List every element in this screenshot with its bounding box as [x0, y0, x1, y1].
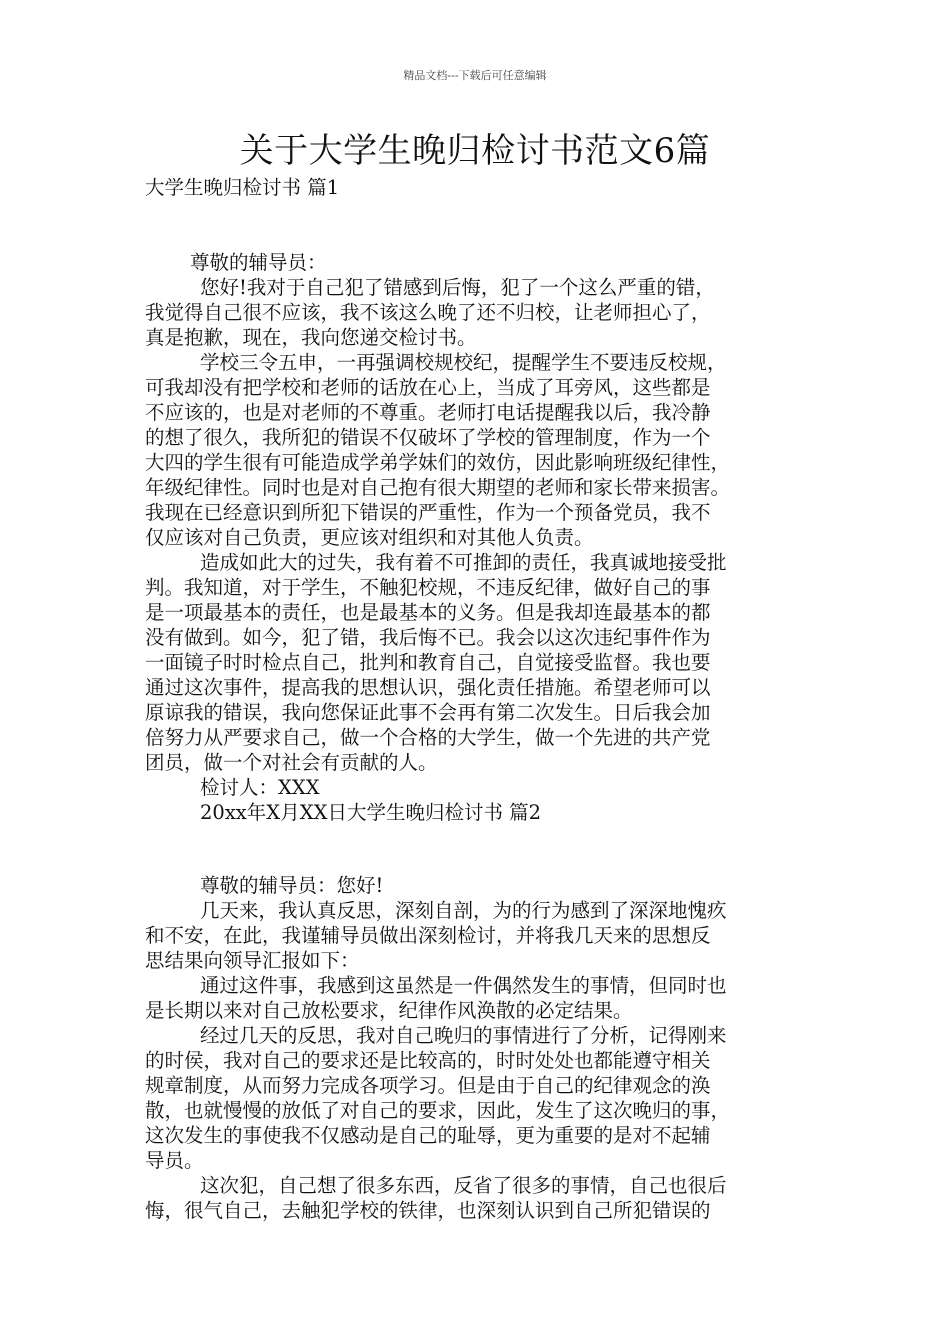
body-text-line: 几天来，我认真反思，深刻自剖，为的行为感到了深深地愧疚 — [200, 899, 727, 922]
body-text-line: 思结果向领导汇报如下： — [145, 949, 360, 972]
body-text-line: 这次发生的事使我不仅感动是自己的耻辱，更为重要的是对不起辅 — [145, 1124, 711, 1147]
body-text-line: 检讨人：XXX — [200, 776, 320, 799]
body-text-line: 大四的学生很有可能造成学弟学妹们的效仿，因此影响班级纪律性， — [145, 451, 731, 474]
section-heading-line: 大学生晚归检讨书 篇1 — [145, 176, 340, 199]
document-title: 关于大学生晚归检讨书范文6篇 — [239, 131, 711, 171]
body-text-line: 的想了很久，我所犯的错误不仅破坏了学校的管理制度，作为一个 — [145, 426, 711, 449]
body-text-line: 您好!我对于自己犯了错感到后悔，犯了一个这么严重的错， — [200, 276, 715, 299]
body-text-line: 和不安，在此，我谨辅导员做出深刻检讨，并将我几天来的思想反 — [145, 924, 711, 947]
body-text-line: 尊敬的辅导员：您好! — [200, 874, 384, 897]
section-heading-line: 20xx年X月XX日大学生晚归检讨书 篇2 — [200, 801, 542, 824]
body-text-line: 团员，做一个对社会有贡献的人。 — [145, 751, 438, 774]
body-text-line: 一面镜子时时检点自己，批判和教育自己，自觉接受监督。我也要 — [145, 651, 711, 674]
body-text-line: 我现在已经意识到所犯下错误的严重性，作为一个预备党员，我不 — [145, 501, 711, 524]
body-text-line: 通过这件事，我感到这虽然是一件偶然发生的事情，但同时也 — [200, 974, 727, 997]
body-text-line: 尊敬的辅导员： — [190, 251, 327, 274]
body-text-line: 年级纪律性。同时也是对自己抱有很大期望的老师和家长带来损害。 — [145, 476, 731, 499]
body-text-line: 是长期以来对自己放松要求，纪律作风涣散的必定结果。 — [145, 999, 633, 1022]
body-text-line: 的时侯，我对自己的要求还是比较高的，时时处处也都能遵守相关 — [145, 1049, 711, 1072]
body-text-line: 原谅我的错误，我向您保证此事不会再有第二次发生。日后我会加 — [145, 701, 711, 724]
body-text-line: 导员。 — [145, 1149, 204, 1172]
body-text-line: 可我却没有把学校和老师的话放在心上，当成了耳旁风，这些都是 — [145, 376, 711, 399]
body-text-line: 倍努力从严要求自己，做一个合格的大学生，做一个先进的共产党 — [145, 726, 711, 749]
body-text-line: 没有做到。如今，犯了错，我后悔不已。我会以这次违纪事件作为 — [145, 626, 711, 649]
body-text-line: 是一项最基本的责任，也是最基本的义务。但是我却连最基本的都 — [145, 601, 711, 624]
body-text-line: 学校三令五申，一再强调校规校纪，提醒学生不要违反校规， — [200, 351, 727, 374]
body-text-line: 经过几天的反思，我对自己晚归的事情进行了分析，记得刚来 — [200, 1024, 727, 1047]
body-text-line: 这次犯，自己想了很多东西，反省了很多的事情，自己也很后 — [200, 1174, 727, 1197]
body-text-line: 仅应该对自己负责，更应该对组织和对其他人负责。 — [145, 526, 594, 549]
body-text-line: 我觉得自己很不应该，我不该这么晚了还不归校，让老师担心了， — [145, 301, 711, 324]
body-text-line: 判。我知道，对于学生，不触犯校规，不违反纪律，做好自己的事 — [145, 576, 711, 599]
body-text-line: 不应该的，也是对老师的不尊重。老师打电话提醒我以后，我冷静 — [145, 401, 711, 424]
body-text-line: 通过这次事件，提高我的思想认识，强化责任措施。希望老师可以 — [145, 676, 711, 699]
body-text-line: 规章制度，从而努力完成各项学习。但是由于自己的纪律观念的涣 — [145, 1074, 711, 1097]
body-text-line: 悔，很气自己，去触犯学校的铁律，也深刻认识到自己所犯错误的 — [145, 1199, 711, 1222]
body-text-line: 真是抱歉，现在，我向您递交检讨书。 — [145, 326, 477, 349]
body-text-line: 散，也就慢慢的放低了对自己的要求，因此，发生了这次晚归的事， — [145, 1099, 731, 1122]
page-header: 精品文档---下载后可任意编辑 — [403, 69, 547, 82]
body-text-line: 造成如此大的过失，我有着不可推卸的责任，我真诚地接受批 — [200, 551, 727, 574]
